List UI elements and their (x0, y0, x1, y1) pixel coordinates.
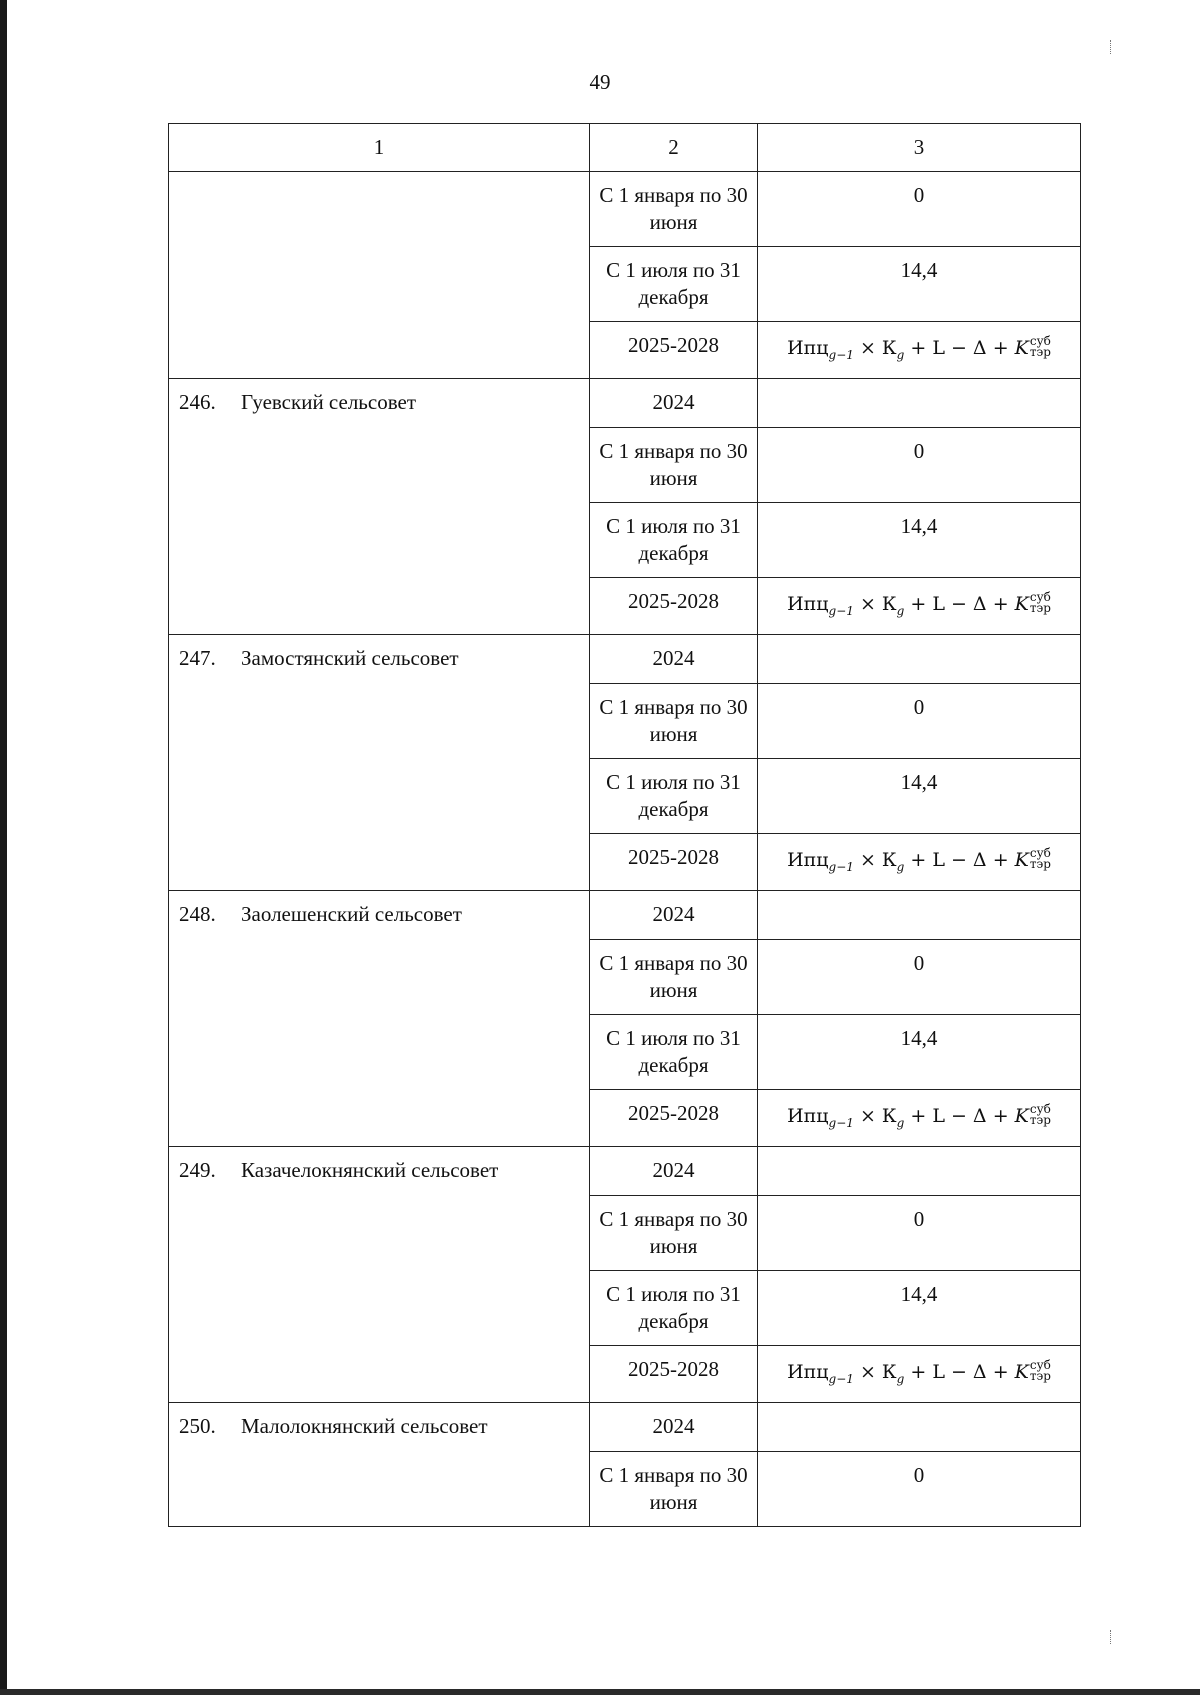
value-cell: 14,4 (758, 1271, 1081, 1346)
settlement-number: 246. (179, 390, 216, 414)
settlement-cell (169, 635, 590, 891)
value-cell: 0 (758, 684, 1081, 759)
value-cell: 14,4 (758, 1015, 1081, 1090)
settlement-number: 249. (179, 1158, 216, 1182)
table-header-row (169, 124, 1081, 172)
value-cell (758, 1403, 1081, 1452)
value-cell (758, 1346, 1081, 1403)
table-row (169, 635, 1081, 684)
period-cell: С 1 января по 30 июня (590, 940, 758, 1015)
settlement-cell (169, 1403, 590, 1527)
table-row (169, 1403, 1081, 1452)
settlement-number: 247. (179, 646, 216, 670)
period-cell: 2025-2028 (590, 578, 758, 635)
settlement-cell (169, 1147, 590, 1403)
settlement-name: Заолешенский сельсовет (241, 902, 462, 926)
settlement-number: 248. (179, 902, 216, 926)
value-cell (758, 891, 1081, 940)
value-cell (758, 379, 1081, 428)
table-row (169, 172, 1081, 247)
period-cell: 2024 (590, 635, 758, 684)
period-cell: С 1 июля по 31 декабря (590, 759, 758, 834)
settlement-name: Гуевский сельсовет (241, 390, 416, 414)
tariff-formula: $Ипц_{g-1} \times К_g + L - \Delta + K$ суб тэр (787, 590, 1051, 618)
tariff-formula: $Ипц_{g-1} \times К_g + L - \Delta + K$ суб тэр (787, 1102, 1051, 1130)
period-cell: С 1 июля по 31 декабря (590, 1015, 758, 1090)
period-cell: 2024 (590, 891, 758, 940)
value-cell: 0 (758, 1196, 1081, 1271)
period-cell: С 1 июля по 31 декабря (590, 503, 758, 578)
value-cell (758, 635, 1081, 684)
settlement-number: 250. (179, 1414, 216, 1438)
period-cell: С 1 января по 30 июня (590, 1452, 758, 1527)
tariff-table (168, 123, 1081, 1527)
value-cell (758, 1090, 1081, 1147)
page-number: 49 (589, 70, 611, 94)
scan-edge-left (0, 0, 7, 1695)
period-cell: 2024 (590, 379, 758, 428)
value-cell (758, 578, 1081, 635)
header-col-2: 2 (590, 124, 758, 172)
settlement-cell (169, 379, 590, 635)
period-cell: 2024 (590, 1403, 758, 1452)
value-cell (758, 834, 1081, 891)
value-cell (758, 322, 1081, 379)
period-cell: С 1 января по 30 июня (590, 172, 758, 247)
settlement-cell (169, 172, 590, 379)
settlement-cell (169, 891, 590, 1147)
tariff-formula: $Ипц_{g-1} \times К_g + L - \Delta + K$ суб тэр (787, 334, 1051, 362)
period-cell: 2024 (590, 1147, 758, 1196)
period-cell: 2025-2028 (590, 1090, 758, 1147)
tariff-formula: $Ипц_{g-1} \times К_g + L - \Delta + K$ суб тэр (787, 846, 1051, 874)
header-col-3: 3 (758, 124, 1081, 172)
scan-edge-bottom (0, 1689, 1200, 1695)
value-cell: 14,4 (758, 247, 1081, 322)
settlement-name: Казачелокнянский сельсовет (241, 1158, 499, 1182)
period-cell: 2025-2028 (590, 322, 758, 379)
settlement-name: Малолокнянский сельсовет (241, 1414, 488, 1438)
scan-dots-top (1110, 40, 1113, 54)
tariff-table-body (169, 124, 1081, 1527)
table-row (169, 379, 1081, 428)
header-col-1: 1 (169, 124, 590, 172)
scan-dots-bottom (1110, 1630, 1113, 1644)
value-cell: 0 (758, 1452, 1081, 1527)
table-row (169, 891, 1081, 940)
period-cell: С 1 июля по 31 декабря (590, 1271, 758, 1346)
value-cell: 14,4 (758, 759, 1081, 834)
period-cell: С 1 января по 30 июня (590, 1196, 758, 1271)
value-cell (758, 1147, 1081, 1196)
value-cell: 0 (758, 172, 1081, 247)
value-cell: 0 (758, 428, 1081, 503)
period-cell: С 1 июля по 31 декабря (590, 247, 758, 322)
period-cell: 2025-2028 (590, 834, 758, 891)
value-cell: 14,4 (758, 503, 1081, 578)
period-cell: С 1 января по 30 июня (590, 684, 758, 759)
table-row (169, 1147, 1081, 1196)
period-cell: 2025-2028 (590, 1346, 758, 1403)
period-cell: С 1 января по 30 июня (590, 428, 758, 503)
tariff-formula: $Ипц_{g-1} \times К_g + L - \Delta + K$ суб тэр (787, 1358, 1051, 1386)
value-cell: 0 (758, 940, 1081, 1015)
settlement-name: Замостянский сельсовет (241, 646, 459, 670)
